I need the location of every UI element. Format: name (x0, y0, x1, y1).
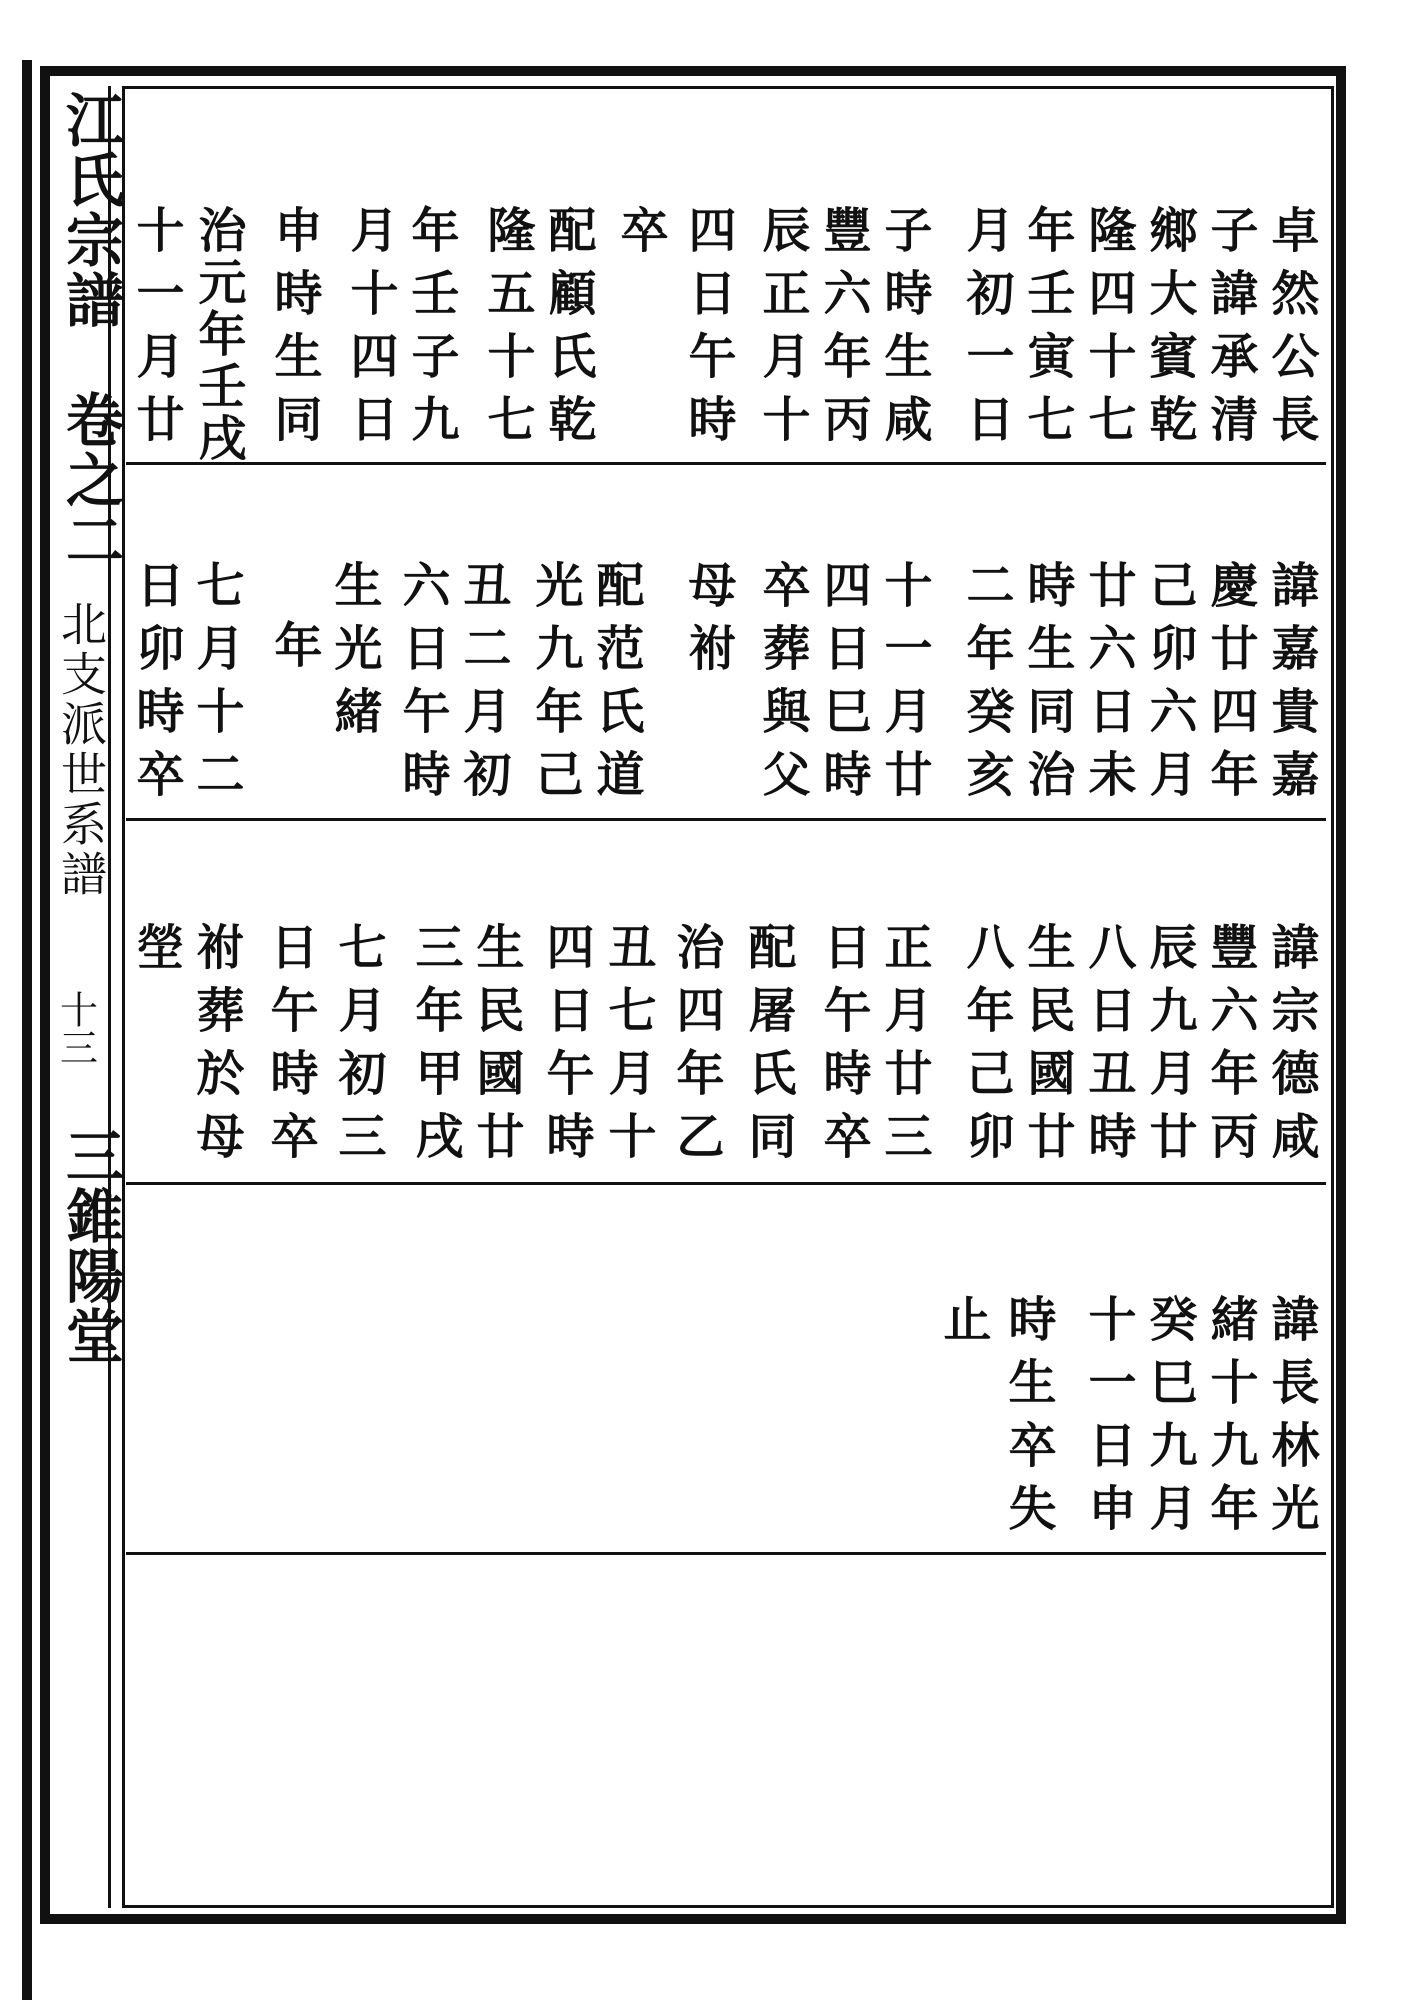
text-column: 月十四日 (342, 205, 398, 457)
text-column: 己卯六月 (1141, 560, 1197, 812)
text-column: 年壬寅七 (1019, 205, 1075, 457)
spine-divider (108, 86, 111, 1908)
text-column: 隆五十七 (479, 205, 535, 457)
text-column: 丑七月十 (600, 922, 656, 1174)
text-column: 八年己卯 (958, 922, 1014, 1174)
volume-label: 卷之二 (56, 390, 124, 570)
text-column: 二年癸亥 (958, 560, 1014, 812)
tier-divider-1 (126, 462, 1326, 465)
entry-divider (250, 818, 680, 820)
text-column: 七月十二 (188, 560, 244, 812)
text-column: 時生同治 (1019, 560, 1075, 812)
text-column: 辰正月十 (754, 205, 810, 457)
text-column: 四日午時 (538, 922, 594, 1174)
text-column: 子諱承清 (1202, 205, 1258, 457)
tier-divider-4 (126, 1552, 1326, 1555)
text-column: 日午時卒 (262, 922, 318, 1174)
text-column: 光九年己 (527, 560, 583, 812)
text-column: 生民國廿 (1019, 922, 1075, 1174)
text-column: 廿六日未 (1080, 560, 1136, 812)
text-column: 三年甲戌 (407, 922, 463, 1174)
text-column: 配屠氏同 (740, 922, 796, 1174)
text-column: 癸巳九月 (1141, 1294, 1197, 1546)
text-column: 卒葬與父 (754, 560, 810, 812)
text-column: 治四年乙 (668, 922, 724, 1174)
text-column: 十一月廿 (128, 205, 184, 457)
text-column: 丑二月初 (455, 560, 511, 812)
text-column: 配顧氏乾 (540, 205, 596, 457)
page-spine (48, 90, 124, 1366)
text-column: 隆四十七 (1080, 205, 1136, 457)
text-column: 止 (935, 1294, 991, 1357)
text-column: 治元年壬戌 (190, 205, 246, 465)
tier-divider-3 (126, 1182, 1326, 1185)
text-column: 生光緒 (326, 560, 382, 749)
text-column: 十一日申 (1080, 1294, 1136, 1546)
text-column: 年壬子九 (403, 205, 459, 457)
page-number: 十三 (53, 990, 98, 1066)
text-column: 慶廿四年 (1202, 560, 1258, 812)
text-column: 諱嘉貴嘉 (1263, 560, 1319, 812)
text-column: 八日丑時 (1080, 922, 1136, 1174)
text-column: 日午時卒 (815, 922, 871, 1174)
text-column: 豐六年丙 (1202, 922, 1258, 1174)
text-column: 年 (266, 620, 322, 683)
text-column: 塋 (128, 922, 184, 985)
text-column: 四日巳時 (815, 560, 871, 812)
binding-edge (22, 60, 32, 2000)
text-column: 緒十九年 (1202, 1294, 1258, 1546)
text-column: 配范氏道 (588, 560, 644, 812)
text-column: 六日午時 (394, 560, 450, 812)
text-column: 正月廿三 (876, 922, 932, 1174)
text-column: 祔葬於母 (188, 922, 244, 1174)
text-column: 月初一日 (958, 205, 1014, 457)
hall-name: 三錐陽堂 (56, 1126, 124, 1366)
text-column: 卓然公長 (1263, 205, 1319, 457)
text-column: 諱長林光 (1263, 1294, 1319, 1546)
text-column: 十一月廿 (876, 560, 932, 812)
text-column: 四日午時 (680, 205, 736, 457)
text-column: 豐六年丙 (815, 205, 871, 457)
text-column: 生民國廿 (468, 922, 524, 1174)
genealogy-title: 江氏宗譜 (56, 90, 124, 330)
text-column: 鄉大賓乾 (1141, 205, 1197, 457)
text-column: 時生卒失 (1000, 1294, 1056, 1546)
text-column: 卒 (612, 205, 668, 268)
text-column: 日卯時卒 (128, 560, 184, 812)
text-column: 申時生同 (266, 205, 322, 457)
text-column: 諱宗德咸 (1263, 922, 1319, 1174)
text-column: 母祔 (680, 560, 736, 686)
text-column: 辰九月廿 (1141, 922, 1197, 1174)
section-label: 北支派世系譜 (54, 600, 108, 900)
text-column: 七月初三 (330, 922, 386, 1174)
text-column: 子時生咸 (876, 205, 932, 457)
